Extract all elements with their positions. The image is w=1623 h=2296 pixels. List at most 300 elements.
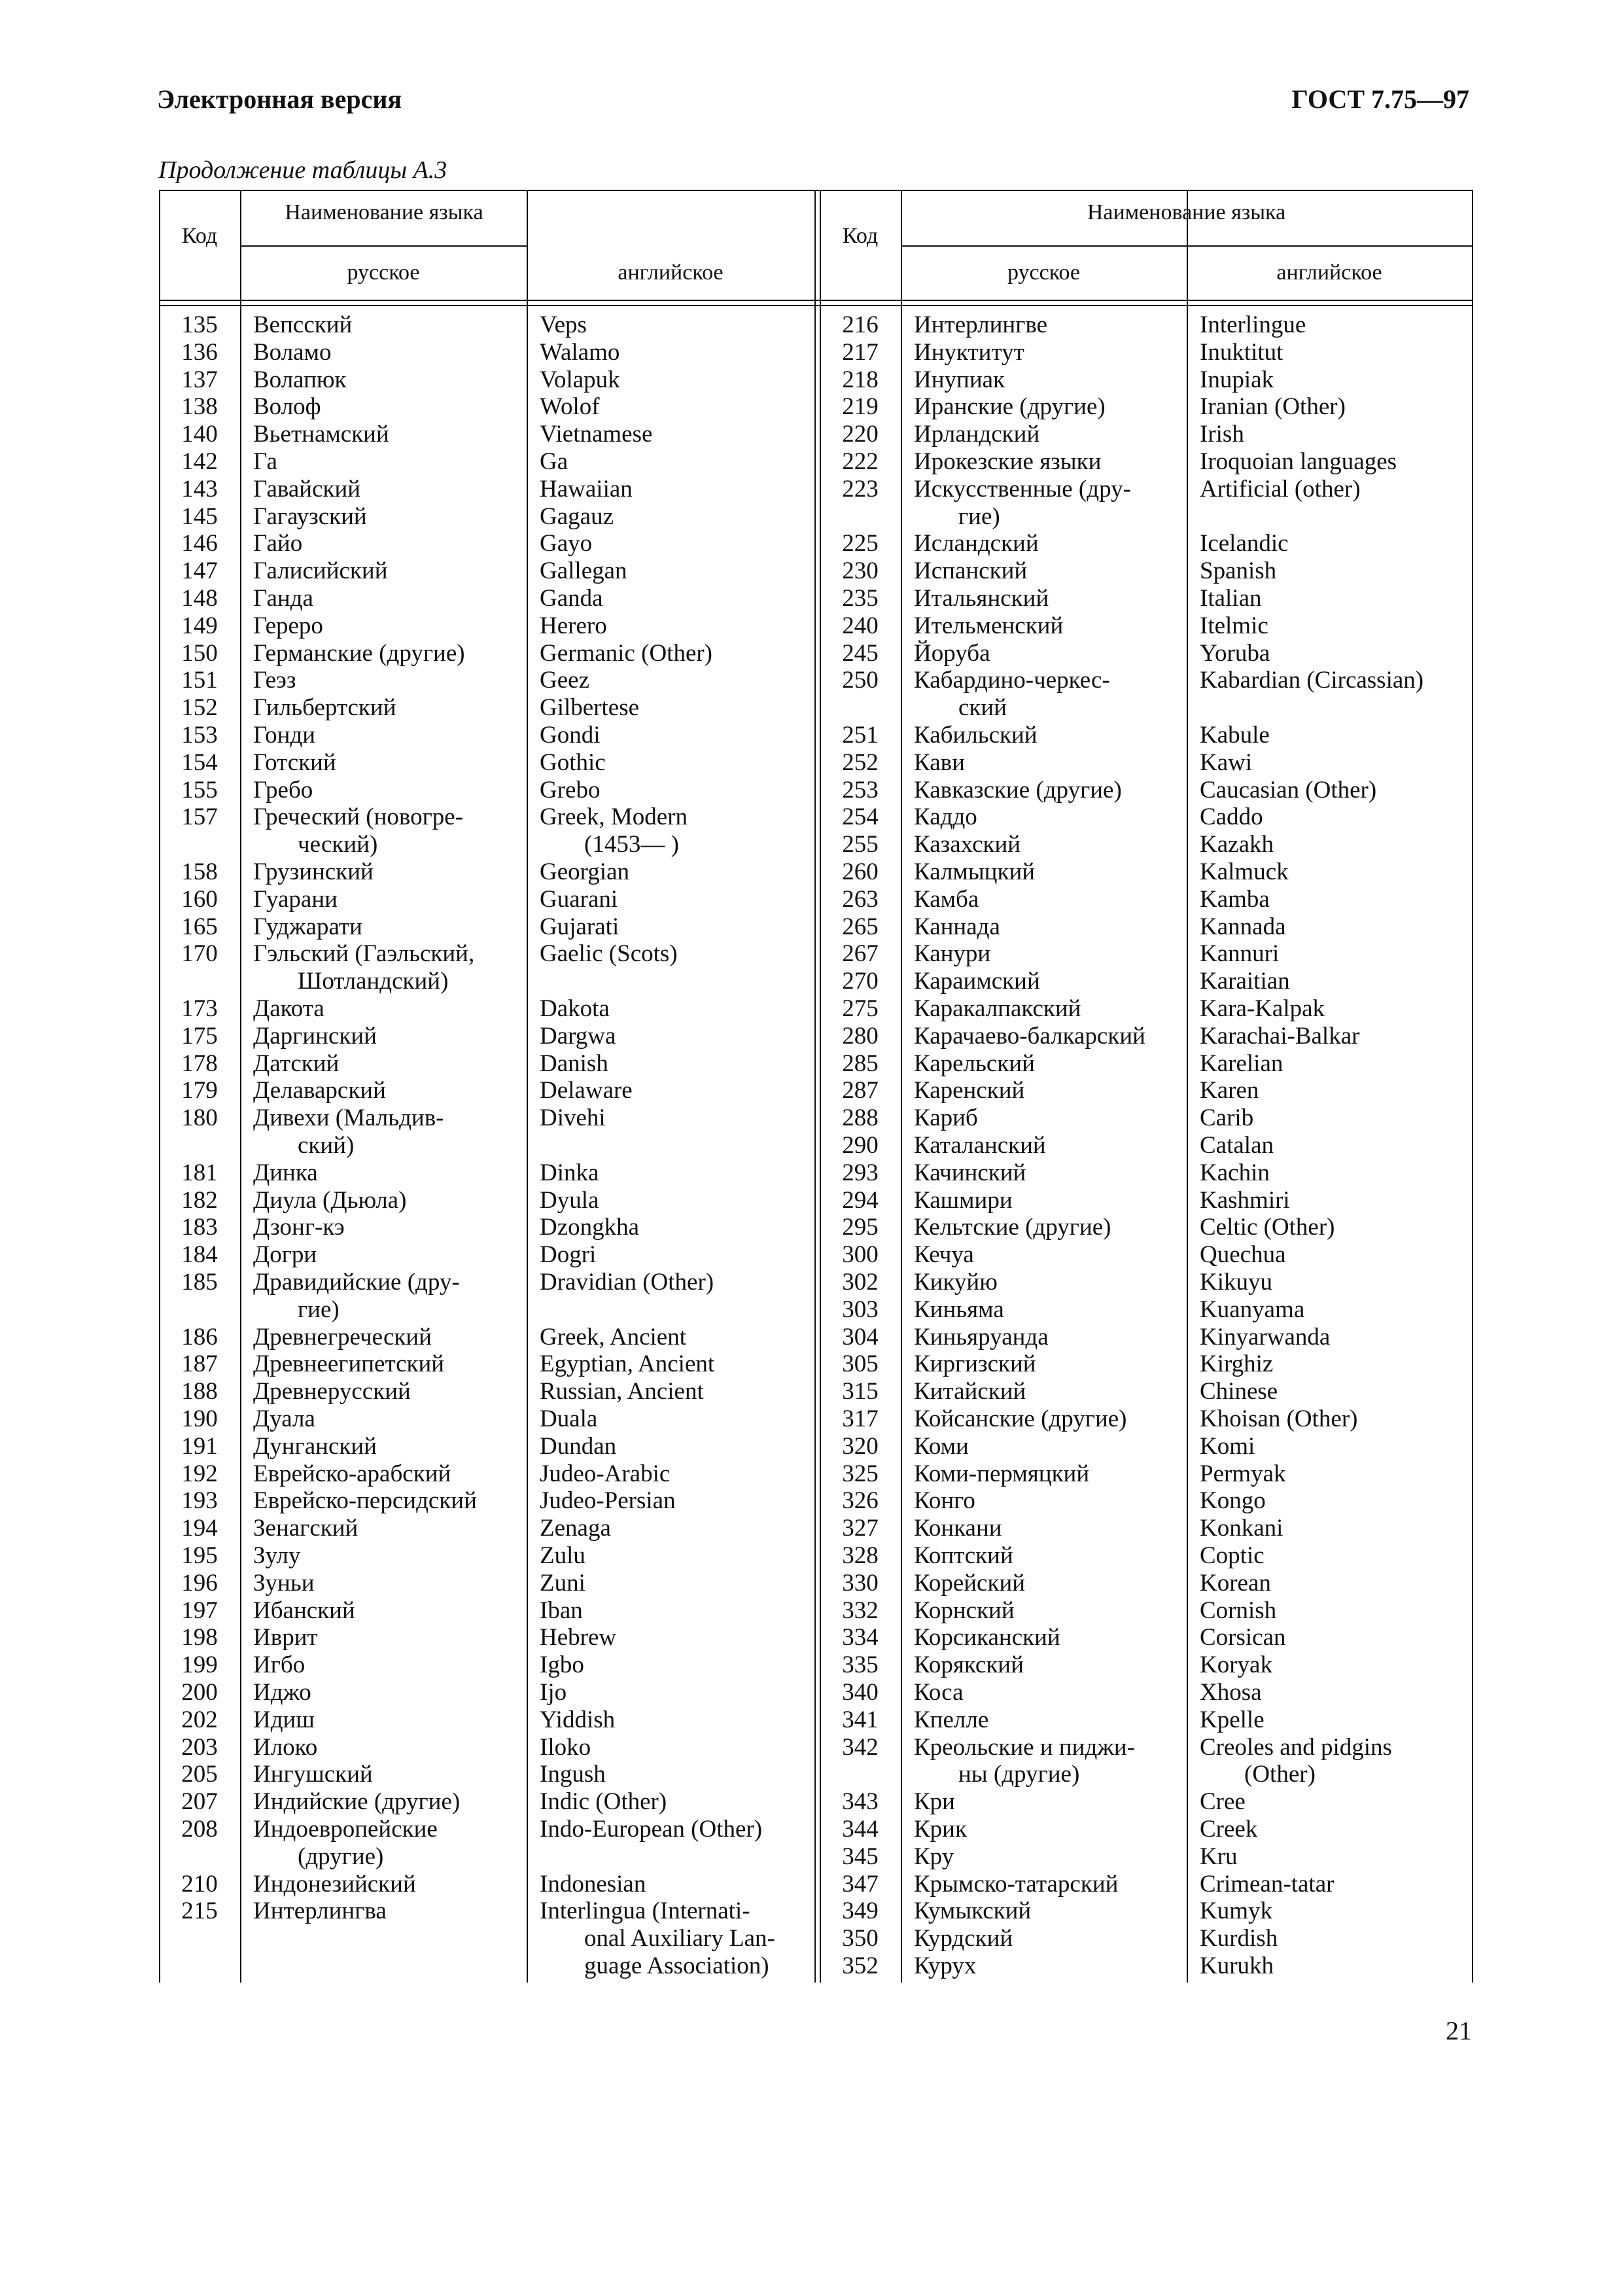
language-name-english: Karaitian (1200, 968, 1290, 995)
language-code: 186 (181, 1323, 218, 1351)
language-code: 327 (842, 1515, 879, 1542)
language-code: 335 (842, 1651, 879, 1679)
language-code: 220 (842, 421, 879, 448)
language-name-english: Russian, Ancient (540, 1378, 704, 1405)
language-name-english: Zuni (540, 1569, 585, 1597)
language-code: 207 (181, 1788, 218, 1816)
language-name-russian: (другие) (298, 1843, 384, 1870)
language-name-russian: Волапюк (253, 366, 347, 393)
language-code: 305 (842, 1351, 879, 1378)
language-code: 146 (181, 530, 218, 557)
column-divider (527, 190, 528, 1983)
language-name-russian: Геэз (253, 667, 296, 694)
language-name-russian: Койсанские (другие) (914, 1405, 1127, 1432)
language-name-english: (Other) (1244, 1761, 1316, 1788)
language-code: 345 (842, 1843, 879, 1870)
language-name-russian: Зулу (253, 1542, 301, 1569)
language-code: 203 (181, 1733, 218, 1761)
language-name-english: guage Association) (584, 1952, 769, 1979)
language-codes-table (159, 190, 1467, 1983)
language-code: 160 (181, 885, 218, 913)
language-code: 187 (181, 1351, 218, 1378)
language-name-russian: Древнерусский (253, 1378, 411, 1405)
language-code: 151 (181, 667, 218, 694)
language-name-english: Igbo (540, 1651, 584, 1679)
language-code: 153 (181, 722, 218, 749)
language-name-russian: Кикуйю (914, 1269, 998, 1296)
language-name-english: Creek (1200, 1816, 1258, 1843)
language-code: 293 (842, 1159, 879, 1186)
header-bottom-rule (159, 305, 1473, 306)
language-name-russian: Дакота (253, 995, 324, 1022)
language-code: 136 (181, 338, 218, 366)
language-name-russian: Ирландский (914, 421, 1040, 448)
language-name-russian: Илоко (253, 1733, 318, 1761)
language-name-russian: Искусственные (дру- (914, 475, 1131, 503)
language-name-russian: Киньяруанда (914, 1323, 1049, 1351)
language-code: 265 (842, 913, 879, 940)
language-name-russian: Дравидийские (дру- (253, 1269, 460, 1296)
language-name-english: Iranian (Other) (1200, 393, 1346, 421)
language-name-russian: Еврейско-персидский (253, 1487, 477, 1515)
language-name-english: Kirghiz (1200, 1351, 1274, 1378)
column-divider (814, 190, 816, 1983)
language-code: 251 (842, 722, 879, 749)
language-name-english: Kikuyu (1200, 1269, 1272, 1296)
language-name-russian: Датский (253, 1050, 340, 1077)
language-name-english: Dundan (540, 1432, 617, 1460)
language-name-russian: Делаварский (253, 1077, 386, 1104)
language-name-russian: Волоф (253, 393, 321, 421)
language-name-english: Ganda (540, 585, 603, 612)
page-number: 21 (1446, 2016, 1472, 2045)
language-code: 250 (842, 667, 879, 694)
language-name-english: Artificial (other) (1200, 475, 1361, 503)
language-name-russian: Зуньи (253, 1569, 315, 1597)
language-name-english: Iroquoian languages (1200, 448, 1397, 475)
language-name-russian: Киньяма (914, 1296, 1004, 1323)
language-code: 173 (181, 995, 218, 1022)
language-name-russian: Даргинский (253, 1022, 377, 1050)
language-name-english: Kru (1200, 1843, 1238, 1870)
language-name-russian: ческий) (298, 831, 378, 858)
language-name-english: Korean (1200, 1569, 1271, 1597)
language-name-russian: Интерлингве (914, 311, 1048, 338)
language-code: 263 (842, 885, 879, 913)
language-name-english: Gayo (540, 530, 593, 557)
language-name-english: Karachai-Balkar (1200, 1022, 1360, 1050)
language-code: 352 (842, 1952, 879, 1979)
language-code: 196 (181, 1569, 218, 1597)
language-name-english: Corsican (1200, 1624, 1286, 1651)
language-code: 155 (181, 776, 218, 804)
language-code: 181 (181, 1159, 218, 1186)
language-name-english: Inupiak (1200, 366, 1274, 393)
language-name-russian: Ибанский (253, 1597, 355, 1624)
language-name-english: Hebrew (540, 1624, 617, 1651)
table-caption: Продолжение таблицы А.3 (158, 156, 447, 184)
language-code: 344 (842, 1816, 879, 1843)
language-name-english: Crimean-tatar (1200, 1870, 1335, 1898)
language-code: 208 (181, 1816, 218, 1843)
language-name-russian: Инупиак (914, 366, 1005, 393)
language-name-english: Kurukh (1200, 1952, 1274, 1979)
language-name-english: Komi (1200, 1432, 1255, 1460)
language-name-english: Kamba (1200, 885, 1270, 913)
language-name-english: Irish (1200, 421, 1244, 448)
language-code: 217 (842, 338, 879, 366)
language-code: 150 (181, 639, 218, 667)
language-name-russian: Кабильский (914, 722, 1038, 749)
language-name-english: Kazakh (1200, 831, 1274, 858)
language-code: 295 (842, 1214, 879, 1241)
language-code: 191 (181, 1432, 218, 1460)
language-name-russian: Кельтские (другие) (914, 1214, 1111, 1241)
language-code: 330 (842, 1569, 879, 1597)
language-name-english: Ga (540, 448, 568, 475)
language-name-russian: Конго (914, 1487, 975, 1515)
language-name-english: Kongo (1200, 1487, 1266, 1515)
language-name-english: Dyula (540, 1186, 599, 1214)
language-name-russian: Дивехи (Мальдив- (253, 1104, 444, 1132)
language-name-english: Kuanyama (1200, 1296, 1305, 1323)
language-name-russian: Дунганский (253, 1432, 377, 1460)
language-name-russian: Корейский (914, 1569, 1026, 1597)
language-code: 275 (842, 995, 879, 1022)
language-name-english: Indonesian (540, 1870, 646, 1898)
language-name-english: Itelmic (1200, 612, 1268, 639)
language-name-english: Wolof (540, 393, 600, 421)
language-name-russian: Еврейско-арабский (253, 1460, 451, 1487)
language-name-russian: Камба (914, 885, 979, 913)
language-name-russian: Галисийский (253, 557, 388, 585)
language-name-english: Cree (1200, 1788, 1246, 1816)
header-english: английское (618, 260, 724, 285)
language-code: 288 (842, 1104, 879, 1132)
language-name-russian: Корсиканский (914, 1624, 1060, 1651)
language-code: 182 (181, 1186, 218, 1214)
language-name-russian: Гереро (253, 612, 323, 639)
language-name-russian: Иврит (253, 1624, 318, 1651)
language-name-english: Kashmiri (1200, 1186, 1290, 1214)
language-name-english: Kachin (1200, 1159, 1270, 1186)
language-name-english: Coptic (1200, 1542, 1265, 1569)
language-name-english: Gujarati (540, 913, 620, 940)
language-name-english: Kabule (1200, 722, 1270, 749)
language-name-english: Spanish (1200, 557, 1277, 585)
language-code: 334 (842, 1624, 879, 1651)
document-header-left: Электронная версия (157, 84, 402, 114)
language-code: 205 (181, 1761, 218, 1788)
language-name-english: Karelian (1200, 1050, 1283, 1077)
language-code: 255 (842, 831, 879, 858)
language-name-english: Vietnamese (540, 421, 653, 448)
language-name-russian: Гавайский (253, 475, 361, 503)
language-code: 178 (181, 1050, 218, 1077)
language-name-russian: Карачаево-балкарский (914, 1022, 1145, 1050)
language-code: 285 (842, 1050, 879, 1077)
language-code: 175 (181, 1022, 218, 1050)
language-name-english: Gaelic (Scots) (540, 940, 678, 968)
language-name-english: Gilbertese (540, 694, 640, 722)
language-name-russian: Качинский (914, 1159, 1026, 1186)
language-name-russian: Казахский (914, 831, 1021, 858)
language-name-russian: Готский (253, 749, 336, 776)
language-name-russian: Идиш (253, 1706, 315, 1733)
language-code: 135 (181, 311, 218, 338)
language-name-russian: Индоевропейские (253, 1816, 438, 1843)
language-name-russian: Гагаузский (253, 503, 367, 530)
language-name-russian: Кабардино-черкес- (914, 667, 1110, 694)
language-code: 230 (842, 557, 879, 585)
language-name-russian: Гонди (253, 722, 316, 749)
language-name-russian: Диула (Дьюла) (253, 1186, 407, 1214)
language-name-english: Kurdish (1200, 1925, 1278, 1952)
language-name-russian: Коми-пермяцкий (914, 1460, 1090, 1487)
language-code: 157 (181, 804, 218, 831)
language-name-english: Judeo-Persian (540, 1487, 676, 1515)
language-name-english: Carib (1200, 1104, 1254, 1132)
language-code: 320 (842, 1432, 879, 1460)
language-name-english: Konkani (1200, 1515, 1283, 1542)
header-code: Код (181, 224, 218, 248)
language-name-russian: Германские (другие) (253, 639, 465, 667)
language-name-russian: Ирокезские языки (914, 448, 1102, 475)
language-code: 240 (842, 612, 879, 639)
language-name-russian: Кпелле (914, 1706, 989, 1733)
language-name-english: Kawi (1200, 749, 1253, 776)
language-name-russian: Кри (914, 1788, 955, 1816)
language-name-english: Catalan (1200, 1132, 1274, 1159)
language-name-english: Walamo (540, 338, 620, 366)
language-name-russian: Ительменский (914, 612, 1064, 639)
header-russian: русское (1007, 260, 1081, 285)
language-name-english: Kpelle (1200, 1706, 1265, 1733)
language-name-russian: Гуджарати (253, 913, 362, 940)
language-name-english: Greek, Modern (540, 804, 688, 831)
language-code: 154 (181, 749, 218, 776)
language-name-russian: Древнегреческий (253, 1323, 432, 1351)
language-name-russian: Га (253, 448, 277, 475)
language-name-russian: ский) (298, 1132, 355, 1159)
language-name-russian: Иранские (другие) (914, 393, 1106, 421)
language-code: 287 (842, 1077, 879, 1104)
language-name-english: Georgian (540, 858, 629, 885)
language-code: 199 (181, 1651, 218, 1679)
language-name-russian: Дзонг-кэ (253, 1214, 345, 1241)
language-code: 315 (842, 1378, 879, 1405)
language-name-russian: Индийские (другие) (253, 1788, 461, 1816)
language-code: 290 (842, 1132, 879, 1159)
header-language-name: Наименование языка (1087, 200, 1286, 224)
language-code: 184 (181, 1241, 218, 1269)
language-name-russian: Гуарани (253, 885, 338, 913)
language-code: 254 (842, 804, 879, 831)
language-name-russian: Исландский (914, 530, 1039, 557)
language-code: 210 (181, 1870, 218, 1898)
language-name-russian: Крымско-татарский (914, 1870, 1119, 1898)
language-code: 342 (842, 1733, 879, 1761)
language-name-english: Interlingue (1200, 311, 1306, 338)
language-name-english: Dzongkha (540, 1214, 640, 1241)
language-name-russian: Крик (914, 1816, 967, 1843)
language-code: 340 (842, 1679, 879, 1706)
language-name-russian: Китайский (914, 1378, 1026, 1405)
language-code: 332 (842, 1597, 879, 1624)
language-name-russian: Греческий (новогре- (253, 804, 464, 831)
language-code: 180 (181, 1104, 218, 1132)
language-code: 326 (842, 1487, 879, 1515)
language-code: 188 (181, 1378, 218, 1405)
language-name-english: Veps (540, 311, 587, 338)
language-name-russian: Коптский (914, 1542, 1013, 1569)
header-code: Код (842, 224, 879, 248)
language-name-russian: Воламо (253, 338, 332, 366)
language-code: 304 (842, 1323, 879, 1351)
language-name-english: Kannada (1200, 913, 1286, 940)
language-name-russian: Йоруба (914, 639, 990, 667)
language-name-english: Duala (540, 1405, 598, 1432)
language-name-russian: ский (958, 694, 1007, 722)
language-name-russian: Гильбертский (253, 694, 396, 722)
language-name-russian: Гайо (253, 530, 303, 557)
language-name-russian: Инуктитут (914, 338, 1024, 366)
language-code: 170 (181, 940, 218, 968)
language-name-english: Creoles and pidgins (1200, 1733, 1392, 1761)
language-name-english: Indic (Other) (540, 1788, 667, 1816)
language-name-english: Gagauz (540, 503, 614, 530)
language-name-english: Delaware (540, 1077, 633, 1104)
language-code: 147 (181, 557, 218, 585)
language-name-english: Indo-European (Other) (540, 1816, 763, 1843)
language-name-english: Kinyarwanda (1200, 1323, 1331, 1351)
language-code: 190 (181, 1405, 218, 1432)
language-name-russian: Кави (914, 749, 965, 776)
language-code: 222 (842, 448, 879, 475)
language-name-russian: Креольские и пиджи- (914, 1733, 1135, 1761)
language-code: 195 (181, 1542, 218, 1569)
language-code: 245 (842, 639, 879, 667)
language-code: 215 (181, 1898, 218, 1925)
language-code: 253 (842, 776, 879, 804)
language-name-russian: Кариб (914, 1104, 978, 1132)
language-code: 197 (181, 1597, 218, 1624)
language-name-russian: Ингушский (253, 1761, 373, 1788)
language-name-russian: Итальянский (914, 585, 1049, 612)
language-code: 192 (181, 1460, 218, 1487)
language-code: 202 (181, 1706, 218, 1733)
language-name-russian: Кумыкский (914, 1898, 1032, 1925)
language-code: 350 (842, 1925, 879, 1952)
language-code: 280 (842, 1022, 879, 1050)
language-name-english: Herero (540, 612, 607, 639)
language-code: 143 (181, 475, 218, 503)
language-name-english: Kumyk (1200, 1898, 1272, 1925)
language-name-english: Dakota (540, 995, 610, 1022)
language-name-russian: Гребо (253, 776, 313, 804)
language-name-english: Geez (540, 667, 589, 694)
language-name-english: Celtic (Other) (1200, 1214, 1335, 1241)
header-language-name: Наименование языка (285, 200, 483, 224)
language-name-russian: Курух (914, 1952, 977, 1979)
language-name-english: Greek, Ancient (540, 1323, 686, 1351)
language-code: 223 (842, 475, 879, 503)
language-code: 347 (842, 1870, 879, 1898)
table-border-right (1472, 190, 1473, 1983)
language-name-english: Kara-Kalpak (1200, 995, 1325, 1022)
language-name-english: Gondi (540, 722, 601, 749)
language-name-russian: Иджо (253, 1679, 311, 1706)
language-name-english: Judeo-Arabic (540, 1460, 671, 1487)
language-name-english: Zenaga (540, 1515, 611, 1542)
language-code: 183 (181, 1214, 218, 1241)
language-name-russian: Игбо (253, 1651, 305, 1679)
language-code: 343 (842, 1788, 879, 1816)
language-name-english: Italian (1200, 585, 1262, 612)
language-name-english: Danish (540, 1050, 608, 1077)
language-code: 165 (181, 913, 218, 940)
language-name-english: onal Auxiliary Lan- (584, 1925, 775, 1952)
column-divider (240, 190, 241, 1983)
language-name-russian: Зенагский (253, 1515, 358, 1542)
header-english: английское (1276, 260, 1382, 285)
language-code: 193 (181, 1487, 218, 1515)
language-name-english: Grebo (540, 776, 601, 804)
language-code: 349 (842, 1898, 879, 1925)
language-name-english: Zulu (540, 1542, 585, 1569)
language-name-english: Interlingua (Internati- (540, 1898, 750, 1925)
language-name-english: Gothic (540, 749, 606, 776)
language-code: 225 (842, 530, 879, 557)
language-name-russian: Кавказские (другие) (914, 776, 1122, 804)
language-name-english: Iban (540, 1597, 583, 1624)
language-code: 200 (181, 1679, 218, 1706)
language-code: 158 (181, 858, 218, 885)
header-divider (901, 245, 1473, 247)
language-name-russian: Динка (253, 1159, 318, 1186)
language-name-russian: гие) (958, 503, 1000, 530)
language-name-english: Permyak (1200, 1460, 1286, 1487)
language-code: 149 (181, 612, 218, 639)
document-header-standard: ГОСТ 7.75—97 (1291, 84, 1469, 114)
language-name-english: Ingush (540, 1761, 606, 1788)
header-divider (240, 245, 528, 247)
language-name-russian: Вьетнамский (253, 421, 389, 448)
language-name-russian: Индонезийский (253, 1870, 416, 1898)
language-name-russian: Курдский (914, 1925, 1013, 1952)
language-name-english: Divehi (540, 1104, 606, 1132)
language-name-russian: Карельский (914, 1050, 1035, 1077)
language-name-russian: Каренский (914, 1077, 1025, 1104)
language-name-english: Cornish (1200, 1597, 1277, 1624)
table-border-top (159, 190, 1473, 191)
language-name-russian: Догри (253, 1241, 317, 1269)
language-code: 252 (842, 749, 879, 776)
language-name-english: Hawaiian (540, 475, 633, 503)
language-code: 302 (842, 1269, 879, 1296)
language-name-english: Khoisan (Other) (1200, 1405, 1358, 1432)
language-code: 218 (842, 366, 879, 393)
language-name-english: Kabardian (Circassian) (1200, 667, 1424, 694)
language-name-english: Icelandic (1200, 530, 1289, 557)
header-bottom-rule (159, 300, 1473, 301)
language-code: 198 (181, 1624, 218, 1651)
language-code: 194 (181, 1515, 218, 1542)
language-name-english: Dravidian (Other) (540, 1269, 714, 1296)
language-name-english: Xhosa (1200, 1679, 1262, 1706)
language-name-russian: гие) (298, 1296, 340, 1323)
language-code: 142 (181, 448, 218, 475)
